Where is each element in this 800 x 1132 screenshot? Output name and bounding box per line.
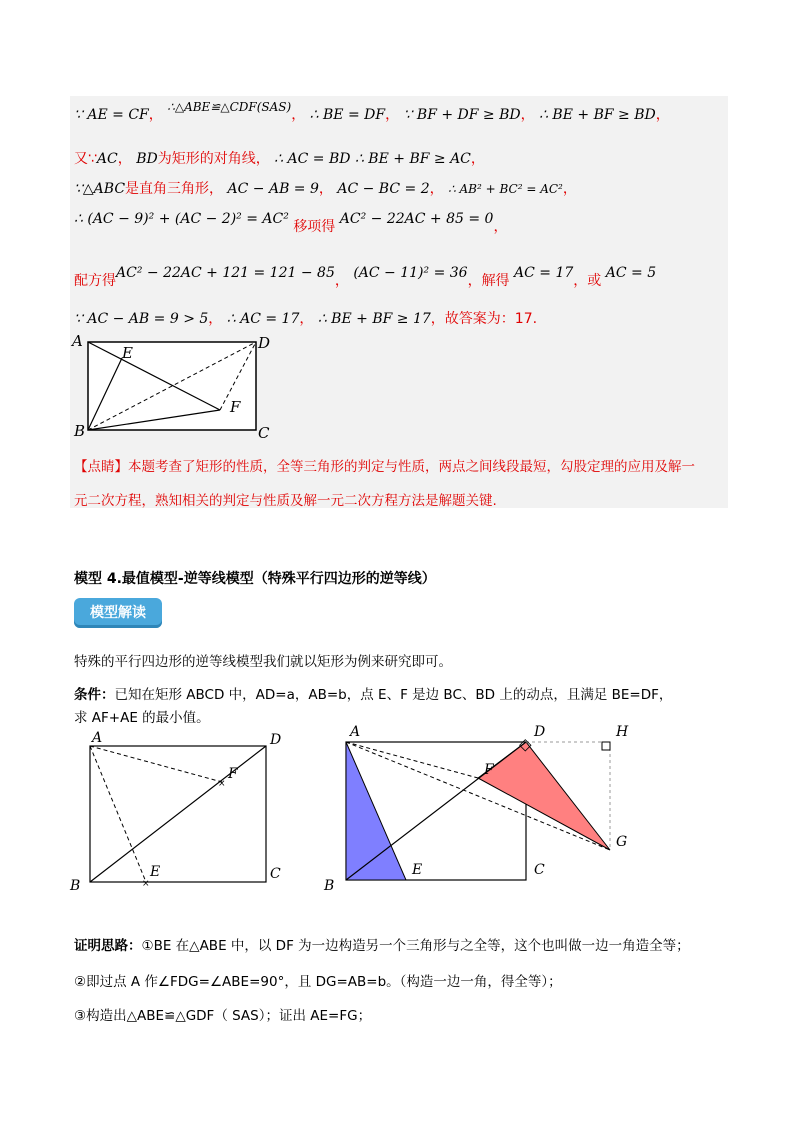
diagonal-bd [90,746,266,882]
label-a: A [92,730,103,746]
solution-line-4: ∴ (AC − 9)² + (AC − 2)² = AC² 移项得 AC² − 22AC + 85 = 0， [74,211,508,235]
segment-af [346,742,478,778]
label-f: F [230,398,241,416]
label-e: E [122,344,133,362]
segment-af [90,746,222,782]
note-paragraph: 【点睛】本题考查了矩形的性质，全等三角形的判定与性质，两点之间线段最短，勾股定理的应用及解一 元二次方程，熟知相关的判定与性质及解一元二次方程方法是解题关键. [74,459,695,509]
label-c: C [270,866,281,882]
label-f: F [484,762,494,778]
figure-rectangle-construction [318,716,638,896]
solution-line-6: ∵ AC − AB = 9 > 5， ∴ AC = 17， ∴ BE + BF ≥ 17，故答案为：17. [74,311,538,327]
label-e: E [150,864,161,880]
solution-line-1: ∵ AE = CF， ∴△ABE≌△CDF(SAS)， ∴ BE = DF， ∵ BF + DF ≥ BD， ∴ BE + BF ≥ BD， [74,100,670,123]
label-b: B [324,878,335,894]
solution-line-3: ∵△ABC是直角三角形， AC − AB = 9， AC − BC = 2， ∴ AB² + BC² = AC²， [74,181,577,197]
figure-rectangle-model [66,726,296,896]
proof-line-2: ②即过点 A 作∠FDG=∠ABE=90°，且 DG=AB=b。（构造一边一角，得全等）； [74,974,562,990]
section-heading: 模型 4.最值模型-逆等线模型（特殊平行四边形的逆等线） [74,571,436,587]
point-e-mark: × [142,879,150,889]
triangle-abe-blue [346,742,406,880]
right-angle-h [602,742,610,750]
label-c: C [258,424,270,440]
figure-rectangle-abcd [70,332,280,440]
label-d: D [270,732,282,748]
intro-text: 特殊的平行四边形的逆等线模型我们就以矩形为例来研究即可。 [74,654,452,670]
solution-line-5: 配方得AC² − 22AC + 121 = 121 − 85， (AC − 11)² = 36，解得 AC = 17，或 AC = 5 [74,265,657,289]
condition-line-2: 求 AF+AE 的最小值。 [74,710,210,726]
label-d: D [534,724,546,740]
label-e: E [412,862,423,878]
condition-line-1: 条件：已知在矩形 ABCD 中，AD=a，AB=b，点 E、F 是边 BC、BD 上的动点，且满足 BE=DF， [74,687,673,703]
label-b: B [70,878,81,894]
label-h: H [616,724,629,740]
solution-line-2: 又∵AC， BD为矩形的对角线， ∴ AC = BD ∴ BE + BF ≥ AC， [74,151,485,167]
label-c: C [534,862,545,878]
label-d: D [258,334,271,352]
proof-line-3: ③构造出△ABE≌△GDF（ SAS）；证出 AE=FG； [74,1008,372,1024]
label-f: F [228,766,238,782]
point-f-mark: × [218,779,226,789]
segment-ae [90,746,146,882]
model-badge: 模型解读 [74,598,162,628]
triangle-gdf-red [478,742,610,850]
label-g: G [616,834,628,850]
proof-line-1: 证明思路：①BE 在△ABE 中，以 DF 为一边构造另一个三角形与之全等，这个也叫做一边一角造全等； [74,938,690,954]
label-a: A [72,332,83,350]
label-b: B [74,422,86,440]
label-a: A [350,724,361,740]
